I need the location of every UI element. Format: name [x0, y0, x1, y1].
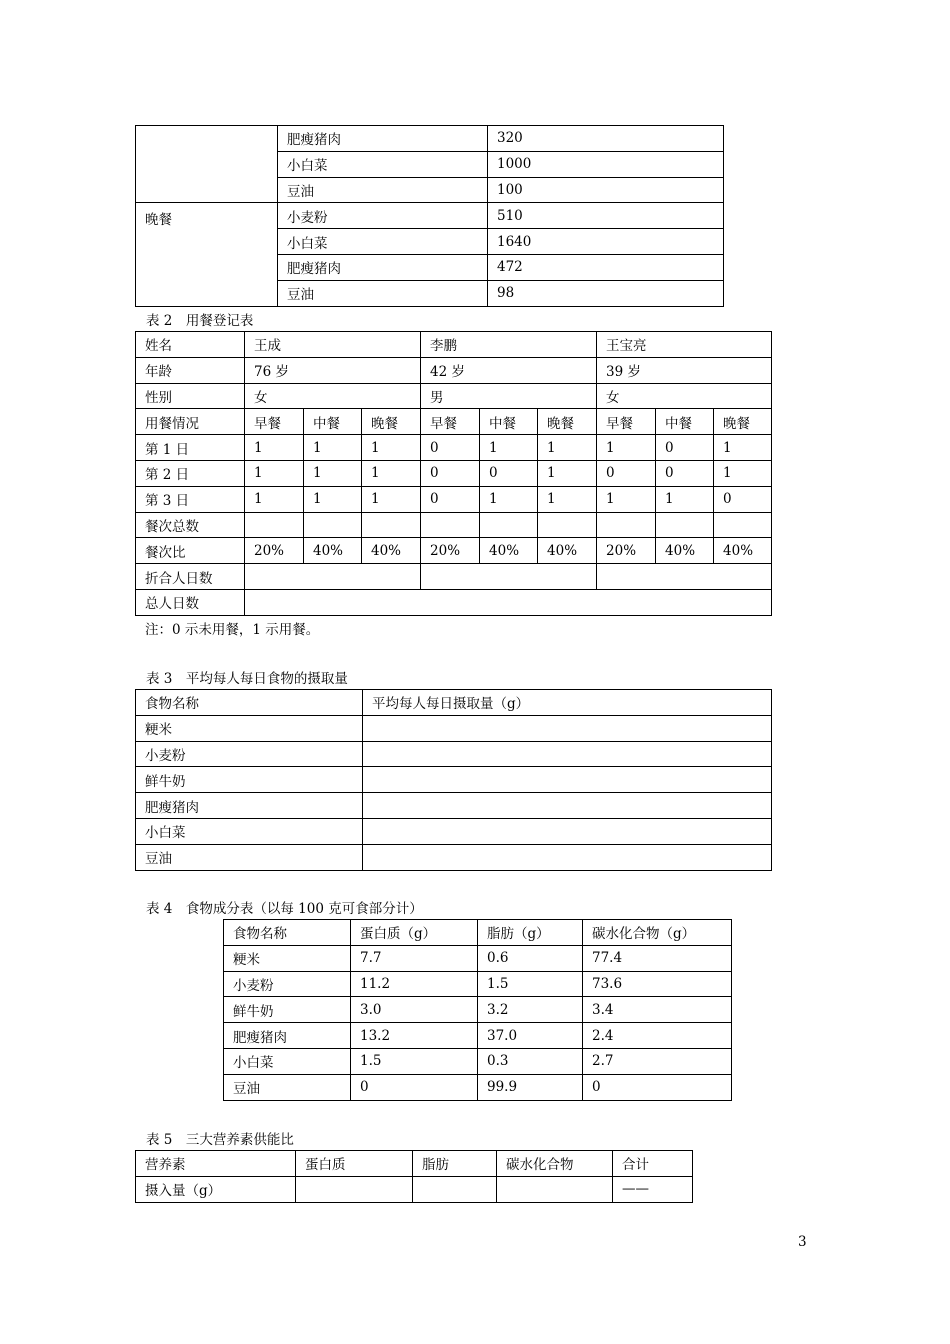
- table-row: [136, 383, 772, 409]
- food-cell: 鲜牛奶: [136, 767, 363, 793]
- meal-value: 1: [656, 486, 714, 512]
- ratio-value: 40%: [538, 538, 597, 564]
- food-cell: 豆油: [278, 177, 488, 203]
- empty-cell: [363, 767, 772, 793]
- person-gender: 女: [245, 383, 421, 409]
- value-cell: 2.7: [583, 1048, 732, 1074]
- table-row: [136, 486, 772, 512]
- column-header: 蛋白质（g）: [351, 920, 478, 946]
- food-cell: 小白菜: [278, 229, 488, 255]
- table-row: [136, 1176, 693, 1202]
- column-header: 平均每人每日摄取量（g）: [363, 690, 772, 716]
- table-row: [136, 690, 772, 716]
- food-cell: 粳米: [224, 945, 351, 971]
- column-header: 脂肪: [413, 1151, 497, 1177]
- meal-value: 1: [714, 460, 772, 486]
- table-row: [136, 715, 772, 741]
- meal-value: 1: [362, 435, 421, 461]
- person-name: 李鹏: [421, 332, 597, 358]
- table5-caption: 表 5 三大营养素供能比: [146, 1132, 294, 1148]
- daily-intake-table: [135, 689, 772, 871]
- empty-cell: [480, 512, 538, 538]
- empty-cell: [538, 512, 597, 538]
- value-cell: 0.3: [478, 1048, 583, 1074]
- meal-header: 晚餐: [714, 409, 772, 435]
- table-row: [136, 767, 772, 793]
- value-cell: 37.0: [478, 1023, 583, 1049]
- ratio-value: 20%: [245, 538, 304, 564]
- table-row: [136, 203, 724, 229]
- person-name: 王宝亮: [597, 332, 772, 358]
- food-cell: 豆油: [136, 844, 363, 870]
- meal-header: 中餐: [656, 409, 714, 435]
- food-cell: 小麦粉: [224, 971, 351, 997]
- meal-header: 晚餐: [362, 409, 421, 435]
- column-header: 食物名称: [224, 920, 351, 946]
- meal-header: 早餐: [597, 409, 656, 435]
- food-cell: 小白菜: [136, 818, 363, 844]
- table-row: [136, 357, 772, 383]
- meal-header: 中餐: [304, 409, 362, 435]
- meal-value: 0: [421, 460, 480, 486]
- table-row: [136, 589, 772, 615]
- empty-cell: [413, 1176, 497, 1202]
- table2-caption: 表 2 用餐登记表: [146, 313, 254, 329]
- empty-cell: [245, 512, 304, 538]
- ratio-value: 20%: [421, 538, 480, 564]
- meal-value: 1: [362, 486, 421, 512]
- table-row: [136, 126, 724, 152]
- table-row: [224, 997, 732, 1023]
- meal-value: 1: [538, 435, 597, 461]
- table3-caption: 表 3 平均每人每日食物的摄取量: [146, 671, 348, 687]
- empty-cell: [296, 1176, 413, 1202]
- ratio-value: 40%: [480, 538, 538, 564]
- column-header: 碳水化合物（g）: [583, 920, 732, 946]
- food-cell: 肥瘦猪肉: [278, 126, 488, 152]
- table-row: [136, 741, 772, 767]
- value-cell: 0: [583, 1074, 732, 1100]
- table-row: [136, 1151, 693, 1177]
- amount-cell: 472: [488, 254, 724, 280]
- meal-value: 1: [597, 435, 656, 461]
- amount-cell: 510: [488, 203, 724, 229]
- table-row: [224, 1023, 732, 1049]
- person-age: 39 岁: [597, 357, 772, 383]
- page-number: 3: [798, 1234, 807, 1250]
- food-cell: 鲜牛奶: [224, 997, 351, 1023]
- meal-value: 0: [597, 460, 656, 486]
- ratio-value: 40%: [304, 538, 362, 564]
- value-cell: 7.7: [351, 945, 478, 971]
- value-cell: 3.2: [478, 997, 583, 1023]
- meal-registration-table: [135, 331, 772, 616]
- ratio-value: 40%: [656, 538, 714, 564]
- amount-cell: 320: [488, 126, 724, 152]
- value-cell: 0.6: [478, 945, 583, 971]
- row-label: 第 2 日: [136, 460, 245, 486]
- amount-cell: 1640: [488, 229, 724, 255]
- value-cell: 11.2: [351, 971, 478, 997]
- empty-cell: [597, 564, 772, 590]
- row-label: 餐次比: [136, 538, 245, 564]
- column-header: 蛋白质: [296, 1151, 413, 1177]
- food-cell: 肥瘦猪肉: [278, 254, 488, 280]
- row-label: 餐次总数: [136, 512, 245, 538]
- empty-cell: [304, 512, 362, 538]
- empty-cell: [421, 564, 597, 590]
- total-cell: ——: [613, 1176, 693, 1202]
- table-row: [136, 332, 772, 358]
- column-header: 合计: [613, 1151, 693, 1177]
- column-header: 脂肪（g）: [478, 920, 583, 946]
- empty-cell: [363, 844, 772, 870]
- empty-cell: [363, 818, 772, 844]
- person-age: 76 岁: [245, 357, 421, 383]
- value-cell: 1.5: [478, 971, 583, 997]
- meal-value: 0: [656, 435, 714, 461]
- table-row: [136, 538, 772, 564]
- meal-value: 0: [480, 460, 538, 486]
- row-label: 姓名: [136, 332, 245, 358]
- meal-value: 1: [245, 486, 304, 512]
- meal-value: 1: [714, 435, 772, 461]
- food-cell: 小麦粉: [136, 741, 363, 767]
- table-row: [136, 409, 772, 435]
- row-label: 第 3 日: [136, 486, 245, 512]
- food-composition-table: [223, 919, 732, 1101]
- meal-header: 早餐: [245, 409, 304, 435]
- food-cell: 小白菜: [278, 151, 488, 177]
- food-cell: 小麦粉: [278, 203, 488, 229]
- empty-cell: [363, 741, 772, 767]
- table-row: [136, 460, 772, 486]
- meal-header: 中餐: [480, 409, 538, 435]
- ratio-value: 40%: [714, 538, 772, 564]
- food-cell: 豆油: [224, 1074, 351, 1100]
- meal-header: 晚餐: [538, 409, 597, 435]
- nutrient-energy-table: [135, 1150, 693, 1203]
- value-cell: 3.4: [583, 997, 732, 1023]
- value-cell: 13.2: [351, 1023, 478, 1049]
- empty-cell: [497, 1176, 613, 1202]
- meal-value: 0: [656, 460, 714, 486]
- table-row: [136, 793, 772, 819]
- row-label: 摄入量（g）: [136, 1176, 296, 1202]
- person-gender: 女: [597, 383, 772, 409]
- row-label: 用餐情况: [136, 409, 245, 435]
- empty-cell: [245, 589, 772, 615]
- meal-value: 1: [597, 486, 656, 512]
- ratio-value: 20%: [597, 538, 656, 564]
- value-cell: 2.4: [583, 1023, 732, 1049]
- table2-note: 注：0 示未用餐，1 示用餐。: [145, 622, 320, 638]
- empty-cell: [245, 564, 421, 590]
- value-cell: 99.9: [478, 1074, 583, 1100]
- table-row: [136, 844, 772, 870]
- table-row: [224, 1074, 732, 1100]
- meal-value: 0: [714, 486, 772, 512]
- value-cell: 77.4: [583, 945, 732, 971]
- meal-header: 早餐: [421, 409, 480, 435]
- amount-cell: 98: [488, 280, 724, 306]
- row-label: 性别: [136, 383, 245, 409]
- table-row: [136, 818, 772, 844]
- meal-food-table-continued: [135, 125, 724, 307]
- meal-value: 0: [421, 435, 480, 461]
- amount-cell: 1000: [488, 151, 724, 177]
- ratio-value: 40%: [362, 538, 421, 564]
- food-cell: 肥瘦猪肉: [224, 1023, 351, 1049]
- table-row: [224, 945, 732, 971]
- meal-value: 0: [421, 486, 480, 512]
- table-cell: [136, 126, 278, 203]
- empty-cell: [656, 512, 714, 538]
- table-row: [224, 920, 732, 946]
- row-label: 第 1 日: [136, 435, 245, 461]
- food-cell: 小白菜: [224, 1048, 351, 1074]
- value-cell: 3.0: [351, 997, 478, 1023]
- food-cell: 肥瘦猪肉: [136, 793, 363, 819]
- value-cell: 0: [351, 1074, 478, 1100]
- table4-caption: 表 4 食物成分表（以每 100 克可食部分计）: [146, 901, 423, 917]
- meal-value: 1: [538, 486, 597, 512]
- empty-cell: [421, 512, 480, 538]
- meal-value: 1: [304, 460, 362, 486]
- empty-cell: [714, 512, 772, 538]
- column-header: 碳水化合物: [497, 1151, 613, 1177]
- person-age: 42 岁: [421, 357, 597, 383]
- column-header: 营养素: [136, 1151, 296, 1177]
- meal-value: 1: [245, 460, 304, 486]
- row-label: 年龄: [136, 357, 245, 383]
- table-row: [136, 435, 772, 461]
- meal-value: 1: [480, 486, 538, 512]
- row-label: 总人日数: [136, 589, 245, 615]
- food-cell: 豆油: [278, 280, 488, 306]
- meal-value: 1: [304, 486, 362, 512]
- empty-cell: [362, 512, 421, 538]
- person-gender: 男: [421, 383, 597, 409]
- food-cell: 粳米: [136, 715, 363, 741]
- person-name: 王成: [245, 332, 421, 358]
- column-header: 食物名称: [136, 690, 363, 716]
- value-cell: 73.6: [583, 971, 732, 997]
- meal-value: 1: [245, 435, 304, 461]
- meal-value: 1: [480, 435, 538, 461]
- table-row: [224, 1048, 732, 1074]
- empty-cell: [597, 512, 656, 538]
- empty-cell: [363, 715, 772, 741]
- value-cell: 1.5: [351, 1048, 478, 1074]
- row-label: 折合人日数: [136, 564, 245, 590]
- table-row: [136, 512, 772, 538]
- meal-value: 1: [362, 460, 421, 486]
- amount-cell: 100: [488, 177, 724, 203]
- meal-value: 1: [304, 435, 362, 461]
- empty-cell: [363, 793, 772, 819]
- table-row: [224, 971, 732, 997]
- dinner-label: 晚餐: [136, 203, 278, 306]
- table-row: [136, 564, 772, 590]
- meal-value: 1: [538, 460, 597, 486]
